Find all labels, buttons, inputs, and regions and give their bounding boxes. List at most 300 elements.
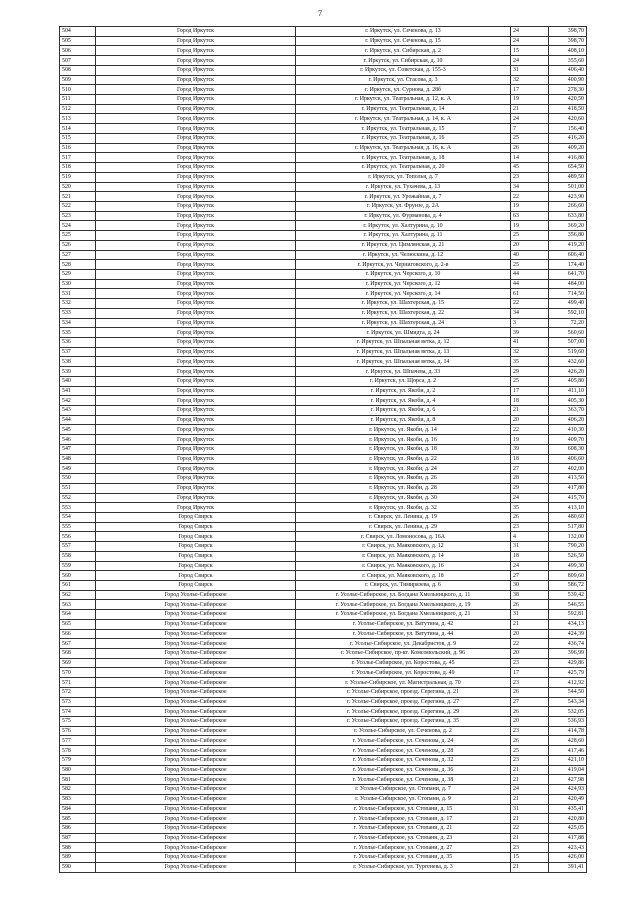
table-row <box>60 124 587 134</box>
area-cell: 413,50 <box>549 474 587 484</box>
area-cell: 489,50 <box>549 172 587 182</box>
row-number-cell: 566 <box>60 629 96 639</box>
municipality-cell: Город Иркутск <box>96 182 296 192</box>
municipality-cell: Город Иркутск <box>96 75 296 85</box>
municipality-cell: Город Иркутск <box>96 503 296 513</box>
area-cell: 423,90 <box>549 192 587 202</box>
municipality-cell: Город Усолье-Сибирское <box>96 717 296 727</box>
table-row <box>60 649 587 659</box>
address-cell: г. Иркутск, ул. Шпальная ветка, д. 14 <box>296 357 511 367</box>
address-cell: г. Свирск, ул. Ломоносова, д. 16А <box>296 532 511 542</box>
area-cell: 424,39 <box>549 629 587 639</box>
row-number-cell: 570 <box>60 668 96 678</box>
row-number-cell: 577 <box>60 736 96 746</box>
area-cell: 391,41 <box>549 862 587 872</box>
count-cell: 34 <box>511 182 549 192</box>
area-cell: 356,80 <box>549 231 587 241</box>
table-row <box>60 240 587 250</box>
area-cell: 586,72 <box>549 580 587 590</box>
address-cell: г. Иркутск, ул. Якоби, д. 32 <box>296 503 511 513</box>
row-number-cell: 533 <box>60 308 96 318</box>
area-cell: 398,70 <box>549 36 587 46</box>
count-cell: 14 <box>511 153 549 163</box>
municipality-cell: Город Иркутск <box>96 153 296 163</box>
count-cell: 4 <box>511 532 549 542</box>
count-cell: 17 <box>511 85 549 95</box>
table-row <box>60 27 587 37</box>
table-row <box>60 814 587 824</box>
count-cell: 21 <box>511 814 549 824</box>
table-row <box>60 512 587 522</box>
address-cell: г. Иркутск, ул. Якоби, д. 6 <box>296 406 511 416</box>
address-cell: г. Усолье-Сибирское, ул. Богдана Хмельницкого, д. 11 <box>296 590 511 600</box>
row-number-cell: 527 <box>60 250 96 260</box>
municipality-cell: Город Иркутск <box>96 36 296 46</box>
municipality-cell: Город Усолье-Сибирское <box>96 814 296 824</box>
address-cell: г. Иркутск, ул. Якоби, д. 2 <box>296 386 511 396</box>
municipality-cell: Город Иркутск <box>96 396 296 406</box>
count-cell: 22 <box>511 192 549 202</box>
row-number-cell: 552 <box>60 493 96 503</box>
address-cell: г. Усолье-Сибирское, проезд. Серегина, д. 29 <box>296 707 511 717</box>
municipality-cell: Город Усолье-Сибирское <box>96 823 296 833</box>
row-number-cell: 565 <box>60 619 96 629</box>
count-cell: 25 <box>511 260 549 270</box>
row-number-cell: 549 <box>60 464 96 474</box>
count-cell: 24 <box>511 27 549 37</box>
address-cell: г. Иркутск, ул. Халтурина, д. 11 <box>296 231 511 241</box>
table-row <box>60 153 587 163</box>
row-number-cell: 560 <box>60 571 96 581</box>
area-cell: 809,60 <box>549 571 587 581</box>
table-row <box>60 435 587 445</box>
row-number-cell: 507 <box>60 56 96 66</box>
count-cell: 3 <box>511 318 549 328</box>
row-number-cell: 508 <box>60 65 96 75</box>
count-cell: 21 <box>511 406 549 416</box>
table-row <box>60 522 587 532</box>
count-cell: 39 <box>511 328 549 338</box>
count-cell: 27 <box>511 697 549 707</box>
row-number-cell: 535 <box>60 328 96 338</box>
municipality-cell: Город Иркутск <box>96 376 296 386</box>
area-cell: 427,98 <box>549 775 587 785</box>
address-cell: г. Усолье-Сибирское, ул. Стопани, д. 23 <box>296 833 511 843</box>
count-cell: 26 <box>511 600 549 610</box>
count-cell: 20 <box>511 240 549 250</box>
address-cell: г. Иркутск, ул. Шпачева, д. 33 <box>296 367 511 377</box>
area-cell: 419,20 <box>549 240 587 250</box>
count-cell: 25 <box>511 746 549 756</box>
row-number-cell: 541 <box>60 386 96 396</box>
area-cell: 396,99 <box>549 649 587 659</box>
count-cell: 26 <box>511 736 549 746</box>
address-cell: г. Усолье-Сибирское, ул. Сеченова, д. 24 <box>296 736 511 746</box>
row-number-cell: 504 <box>60 27 96 37</box>
area-cell: 406,40 <box>549 65 587 75</box>
table-row <box>60 619 587 629</box>
count-cell: 21 <box>511 765 549 775</box>
address-cell: г. Усолье-Сибирское, ул. Коростова, д. 45 <box>296 658 511 668</box>
count-cell: 20 <box>511 629 549 639</box>
row-number-cell: 514 <box>60 124 96 134</box>
count-cell: 26 <box>511 143 549 153</box>
municipality-cell: Город Иркутск <box>96 211 296 221</box>
area-cell: 606,40 <box>549 250 587 260</box>
area-cell: 543,34 <box>549 697 587 707</box>
count-cell: 27 <box>511 464 549 474</box>
area-cell: 425,79 <box>549 668 587 678</box>
count-cell: 45 <box>511 163 549 173</box>
table-row <box>60 687 587 697</box>
row-number-cell: 531 <box>60 289 96 299</box>
municipality-cell: Город Свирск <box>96 522 296 532</box>
count-cell: 20 <box>511 649 549 659</box>
address-cell: г. Усолье-Сибирское, ул. Ватутина, д. 44 <box>296 629 511 639</box>
area-cell: 420,60 <box>549 114 587 124</box>
municipality-cell: Город Усолье-Сибирское <box>96 726 296 736</box>
address-cell: г. Усолье-Сибирское, ул. Стопани, д. 27 <box>296 843 511 853</box>
area-cell: 424,93 <box>549 785 587 795</box>
row-number-cell: 530 <box>60 279 96 289</box>
count-cell: 23 <box>511 658 549 668</box>
municipality-cell: Город Иркутск <box>96 289 296 299</box>
municipality-cell: Город Иркутск <box>96 27 296 37</box>
count-cell: 44 <box>511 269 549 279</box>
row-number-cell: 542 <box>60 396 96 406</box>
row-number-cell: 558 <box>60 551 96 561</box>
municipality-cell: Город Иркутск <box>96 386 296 396</box>
table-row <box>60 561 587 571</box>
table-row <box>60 775 587 785</box>
count-cell: 15 <box>511 853 549 863</box>
count-cell: 38 <box>511 590 549 600</box>
area-cell: 435,41 <box>549 804 587 814</box>
table-row <box>60 726 587 736</box>
municipality-cell: Город Иркутск <box>96 143 296 153</box>
address-cell: г. Иркутск, ул. Шпальная ветка, д. 13 <box>296 347 511 357</box>
row-number-cell: 582 <box>60 785 96 795</box>
municipality-cell: Город Иркутск <box>96 425 296 435</box>
count-cell: 44 <box>511 279 549 289</box>
table-row <box>60 308 587 318</box>
area-cell: 398,70 <box>549 27 587 37</box>
count-cell: 19 <box>511 435 549 445</box>
table-row <box>60 444 587 454</box>
table-row <box>60 678 587 688</box>
address-cell: г. Иркутск, ул. Фрунзе, д. 2А <box>296 201 511 211</box>
address-cell: г. Усолье-Сибирское, ул. Стопани, д. 21 <box>296 823 511 833</box>
address-cell: г. Иркутск, ул. Фурманова, д. 4 <box>296 211 511 221</box>
table-row <box>60 862 587 872</box>
row-number-cell: 553 <box>60 503 96 513</box>
address-cell: г. Усолье-Сибирское, ул. Сеченова, д. 2 <box>296 726 511 736</box>
municipality-cell: Город Свирск <box>96 512 296 522</box>
address-cell: г. Иркутск, ул. Шахтерская, д. 15 <box>296 299 511 309</box>
table-row <box>60 668 587 678</box>
row-number-cell: 512 <box>60 104 96 114</box>
municipality-cell: Город Усолье-Сибирское <box>96 794 296 804</box>
municipality-cell: Город Иркутск <box>96 240 296 250</box>
table-row <box>60 804 587 814</box>
row-number-cell: 536 <box>60 338 96 348</box>
address-cell: г. Иркутск, ул. Сибирская, д. 10 <box>296 56 511 66</box>
address-cell: г. Свирск, ул. Тимирязева, д. 6 <box>296 580 511 590</box>
municipality-cell: Город Иркутск <box>96 65 296 75</box>
table-row <box>60 56 587 66</box>
count-cell: 25 <box>511 133 549 143</box>
table-row <box>60 551 587 561</box>
municipality-cell: Город Усолье-Сибирское <box>96 755 296 765</box>
address-cell: г. Усолье-Сибирское, ул. Сеченова, д. 32 <box>296 755 511 765</box>
municipality-cell: Город Усолье-Сибирское <box>96 649 296 659</box>
address-cell: г. Иркутск, ул. Тухачева, д. 13 <box>296 182 511 192</box>
count-cell: 18 <box>511 551 549 561</box>
municipality-cell: Город Усолье-Сибирское <box>96 639 296 649</box>
address-cell: г. Усолье-Сибирское, ул. Богдана Хмельницкого, д. 19 <box>296 600 511 610</box>
count-cell: 23 <box>511 678 549 688</box>
municipality-cell: Город Усолье-Сибирское <box>96 775 296 785</box>
table-row <box>60 289 587 299</box>
count-cell: 21 <box>511 775 549 785</box>
municipality-cell: Город Иркутск <box>96 357 296 367</box>
table-row <box>60 697 587 707</box>
count-cell: 32 <box>511 347 549 357</box>
table-row <box>60 736 587 746</box>
address-cell: г. Иркутск, ул. Сурнова, д. 28б <box>296 85 511 95</box>
table-row <box>60 133 587 143</box>
row-number-cell: 563 <box>60 600 96 610</box>
municipality-cell: Город Иркутск <box>96 444 296 454</box>
count-cell: 20 <box>511 717 549 727</box>
count-cell: 31 <box>511 610 549 620</box>
municipality-cell: Город Иркутск <box>96 231 296 241</box>
table-row <box>60 590 587 600</box>
count-cell: 19 <box>511 221 549 231</box>
count-cell: 28 <box>511 474 549 484</box>
count-cell: 21 <box>511 619 549 629</box>
row-number-cell: 523 <box>60 211 96 221</box>
area-cell: 426,20 <box>549 367 587 377</box>
municipality-cell: Город Иркутск <box>96 474 296 484</box>
table-row <box>60 785 587 795</box>
count-cell: 15 <box>511 46 549 56</box>
table-row <box>60 464 587 474</box>
count-cell: 19 <box>511 95 549 105</box>
area-cell: 426,00 <box>549 853 587 863</box>
row-number-cell: 509 <box>60 75 96 85</box>
municipality-cell: Город Усолье-Сибирское <box>96 678 296 688</box>
row-number-cell: 561 <box>60 580 96 590</box>
table-row <box>60 396 587 406</box>
municipality-cell: Город Свирск <box>96 532 296 542</box>
municipality-cell: Город Иркутск <box>96 172 296 182</box>
table-row <box>60 503 587 513</box>
row-number-cell: 513 <box>60 114 96 124</box>
count-cell: 26 <box>511 707 549 717</box>
area-cell: 501,00 <box>549 182 587 192</box>
count-cell: 22 <box>511 639 549 649</box>
area-cell: 266,60 <box>549 201 587 211</box>
municipality-cell: Город Иркутск <box>96 104 296 114</box>
row-number-cell: 511 <box>60 95 96 105</box>
row-number-cell: 586 <box>60 823 96 833</box>
address-cell: г. Усолье-Сибирское, проезд. Серегина, д. 27 <box>296 697 511 707</box>
table-row <box>60 639 587 649</box>
municipality-cell: Город Иркутск <box>96 328 296 338</box>
count-cell: 34 <box>511 308 549 318</box>
count-cell: 24 <box>511 114 549 124</box>
count-cell: 41 <box>511 338 549 348</box>
area-cell: 517,80 <box>549 522 587 532</box>
table-row <box>60 192 587 202</box>
area-cell: 405,80 <box>549 376 587 386</box>
row-number-cell: 589 <box>60 853 96 863</box>
area-cell: 499,40 <box>549 299 587 309</box>
row-number-cell: 525 <box>60 231 96 241</box>
address-cell: г. Иркутск, ул. Шахтерская, д. 24 <box>296 318 511 328</box>
table-row <box>60 143 587 153</box>
table-row <box>60 406 587 416</box>
address-cell: г. Свирск, ул. Маяковского, д. 14 <box>296 551 511 561</box>
area-cell: 641,70 <box>549 269 587 279</box>
municipality-cell: Город Свирск <box>96 571 296 581</box>
area-cell: 592,10 <box>549 308 587 318</box>
count-cell: 22 <box>511 823 549 833</box>
table-row <box>60 571 587 581</box>
municipality-cell: Город Иркутск <box>96 435 296 445</box>
count-cell: 26 <box>511 687 549 697</box>
address-cell: г. Иркутск, ул. Сибирская, д. 2 <box>296 46 511 56</box>
municipality-cell: Город Усолье-Сибирское <box>96 687 296 697</box>
municipality-cell: Город Иркутск <box>96 299 296 309</box>
area-cell: 369,20 <box>549 221 587 231</box>
page-number: 7 <box>318 9 322 18</box>
table-row <box>60 610 587 620</box>
table-row <box>60 746 587 756</box>
count-cell: 23 <box>511 843 549 853</box>
row-number-cell: 547 <box>60 444 96 454</box>
area-cell: 402,00 <box>549 464 587 474</box>
row-number-cell: 590 <box>60 862 96 872</box>
address-cell: г. Свирск, ул. Маяковского, д. 16 <box>296 561 511 571</box>
count-cell: 31 <box>511 542 549 552</box>
municipality-cell: Город Усолье-Сибирское <box>96 600 296 610</box>
municipality-cell: Город Иркутск <box>96 114 296 124</box>
row-number-cell: 510 <box>60 85 96 95</box>
address-cell: г. Иркутск, ул. Театральная, д. 14 <box>296 104 511 114</box>
area-cell: 536,93 <box>549 717 587 727</box>
count-cell: 35 <box>511 503 549 513</box>
row-number-cell: 506 <box>60 46 96 56</box>
address-cell: г. Усолье-Сибирское, пр-кт. Комсомольский, д. 96 <box>296 649 511 659</box>
table-row <box>60 201 587 211</box>
municipality-cell: Город Усолье-Сибирское <box>96 785 296 795</box>
row-number-cell: 554 <box>60 512 96 522</box>
row-number-cell: 539 <box>60 367 96 377</box>
area-cell: 156,40 <box>549 124 587 134</box>
municipality-cell: Город Усолье-Сибирское <box>96 697 296 707</box>
area-cell: 434,13 <box>549 619 587 629</box>
municipality-cell: Город Иркутск <box>96 308 296 318</box>
municipality-cell: Город Иркутск <box>96 201 296 211</box>
area-cell: 714,50 <box>549 289 587 299</box>
address-cell: г. Усолье-Сибирское, ул. Сеченова, д. 38 <box>296 775 511 785</box>
table-row <box>60 75 587 85</box>
address-cell: г. Иркутск, ул. Якоби, д. 28 <box>296 483 511 493</box>
row-number-cell: 580 <box>60 765 96 775</box>
address-cell: г. Иркутск, ул. Шпальная ветка, д. 12 <box>296 338 511 348</box>
area-cell: 560,60 <box>549 328 587 338</box>
row-number-cell: 546 <box>60 435 96 445</box>
row-number-cell: 584 <box>60 804 96 814</box>
address-cell: г. Усолье-Сибирское, ул. Ватутина, д. 42 <box>296 619 511 629</box>
municipality-cell: Город Усолье-Сибирское <box>96 853 296 863</box>
address-cell: г. Иркутск, ул. Якоби, д. 22 <box>296 454 511 464</box>
table-row <box>60 580 587 590</box>
table-row <box>60 318 587 328</box>
area-cell: 418,50 <box>549 104 587 114</box>
address-cell: г. Усолье-Сибирское, ул. Декабристов, д. 9 <box>296 639 511 649</box>
municipality-cell: Город Усолье-Сибирское <box>96 862 296 872</box>
address-cell: г. Усолье-Сибирское, ул. Стопани, д. 9 <box>296 794 511 804</box>
address-cell: г. Иркутск, ул. Тополья, д. 7 <box>296 172 511 182</box>
row-number-cell: 524 <box>60 221 96 231</box>
row-number-cell: 556 <box>60 532 96 542</box>
table-row <box>60 299 587 309</box>
municipality-cell: Город Иркутск <box>96 46 296 56</box>
row-number-cell: 517 <box>60 153 96 163</box>
row-number-cell: 540 <box>60 376 96 386</box>
table-row <box>60 211 587 221</box>
address-cell: г. Усолье-Сибирское, ул. Магистральная, д. 70 <box>296 678 511 688</box>
row-number-cell: 548 <box>60 454 96 464</box>
count-cell: 21 <box>511 104 549 114</box>
area-cell: 414,78 <box>549 726 587 736</box>
area-cell: 132,00 <box>549 532 587 542</box>
address-cell: г. Иркутск, ул. Черского, д. 14 <box>296 289 511 299</box>
address-cell: г. Иркутск, ул. Халтурина, д. 10 <box>296 221 511 231</box>
municipality-cell: Город Иркутск <box>96 250 296 260</box>
area-cell: 278,30 <box>549 85 587 95</box>
municipality-cell: Город Усолье-Сибирское <box>96 619 296 629</box>
table-row <box>60 114 587 124</box>
table-row <box>60 425 587 435</box>
row-number-cell: 526 <box>60 240 96 250</box>
municipality-cell: Город Иркутск <box>96 133 296 143</box>
table-row <box>60 853 587 863</box>
address-cell: г. Иркутск, ул. Якоби, д. 30 <box>296 493 511 503</box>
municipality-cell: Город Иркутск <box>96 493 296 503</box>
row-number-cell: 559 <box>60 561 96 571</box>
address-cell: г. Иркутск, ул. Шмидта, д. 24 <box>296 328 511 338</box>
address-cell: г. Усолье-Сибирское, ул. Сеченова, д. 28 <box>296 746 511 756</box>
count-cell: 17 <box>511 386 549 396</box>
area-cell: 416,20 <box>549 133 587 143</box>
row-number-cell: 567 <box>60 639 96 649</box>
count-cell: 23 <box>511 726 549 736</box>
address-cell: г. Иркутск, ул. Якоби, д. 26 <box>296 474 511 484</box>
area-cell: 790,20 <box>549 542 587 552</box>
area-cell: 400,90 <box>549 75 587 85</box>
row-number-cell: 571 <box>60 678 96 688</box>
area-cell: 417,88 <box>549 833 587 843</box>
table-row <box>60 338 587 348</box>
area-cell: 412,92 <box>549 678 587 688</box>
row-number-cell: 529 <box>60 269 96 279</box>
table-row <box>60 707 587 717</box>
area-cell: 406,60 <box>549 454 587 464</box>
